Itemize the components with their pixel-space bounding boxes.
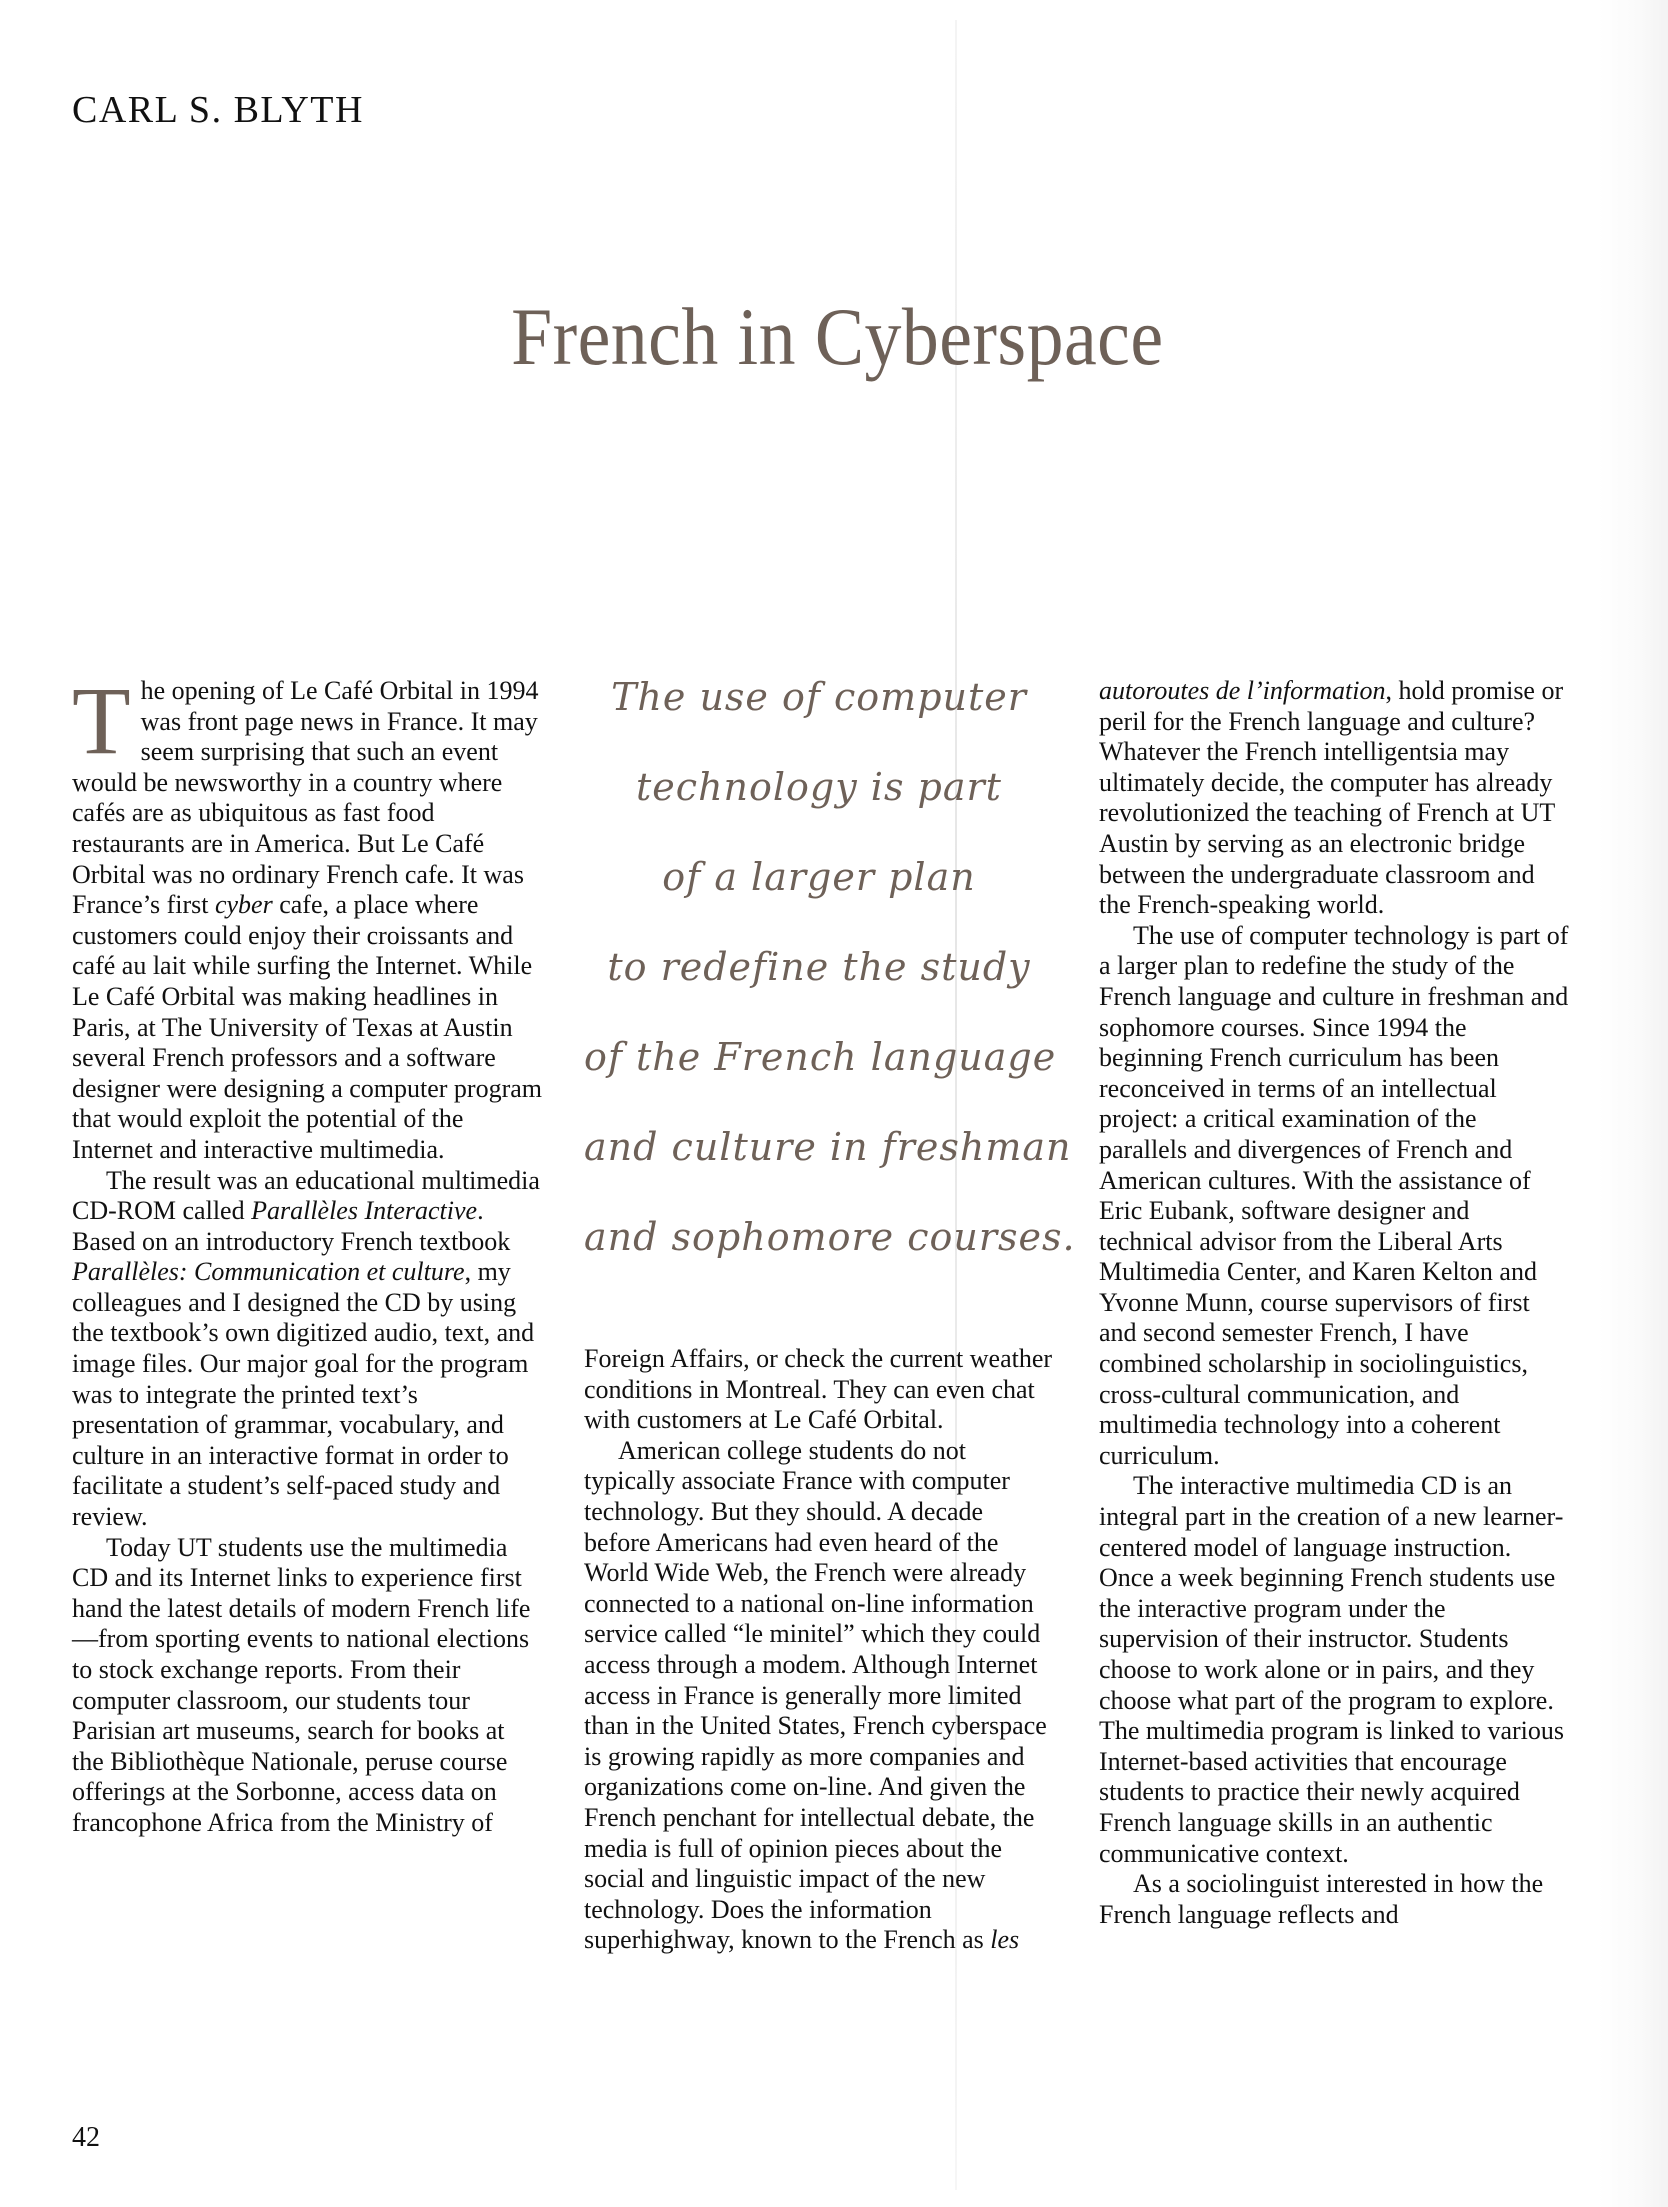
page-number: 42 [72, 2122, 100, 2153]
drop-cap: T [72, 667, 131, 774]
author-byline: CARL S. BLYTH [72, 89, 364, 131]
pull-quote-line: of the French language [584, 1035, 1057, 1079]
text-column-1 [72, 667, 543, 1839]
paragraph-text: , hold promise or peril for the French language and culture? Whatever the French intelligentsia may ultimately decide, the computer has already revolutionized the teaching of French at UT Austin by serving as an electronic bridge between the undergraduate classroom and the French-speaking world. [1099, 676, 1564, 920]
paragraph-7: The use of computer technology is part of a larger plan to redefine the study of the French language and culture in freshman and sophomore courses. Since 1994 the beginning French curriculum has been reconceived in terms of an intellectual project: a critical examination of the parallels and divergences of French and American cultures. With the assistance of Eric Eubank, software designer and technical advisor from the Liberal Arts Multimedia Center, and Karen Kelton and Yvonne Munn, course supervisors of first and second semester French, I have combined scholarship in sociolinguistics, cross-cultural communication, and multimedia technology into a coherent curriculum. [1099, 920, 1569, 1470]
emphasis-text: Parallèles: Communication et culture [72, 1257, 465, 1287]
paragraph-text: , my colleagues and I designed the CD by using the textbook’s own digitized audio, text, and image files. Our major goal for the program was to integrate the printed text’s presentation of grammar, vocabulary, and culture in an interactive format in order to facilitate a student’s self-paced study and review. [72, 1257, 535, 1532]
paragraph-4: Foreign Affairs, or check the current weather conditions in Montreal. They can even chat with customers at Le Café Orbital. [584, 1344, 1053, 1435]
paragraph-3: Today UT students use the multimedia CD and its Internet links to experience first hand the latest details of modern French life—from sporting events to national elections to stock exchange reports. From their computer classroom, our students tour Parisian art museums, search for books at the Bibliothèque Nationale, peruse course offerings at the Sorbonne, access data on francophone Africa from the Ministry of [72, 1532, 531, 1837]
pull-quote-line: and sophomore courses. [584, 1215, 1076, 1259]
paragraph-text: cafe, a place where customers could enjoy their croissants and café au lait while surfing the Internet. While Le Café Orbital was making headlines in Paris, at The University of Texas at Austin several French professors and a software designer were designing a computer program that would exploit the potential of the Internet and interactive multimedia. [72, 890, 543, 1164]
paragraph-6 [1099, 676, 1569, 921]
paragraph-9: As a sociolinguist interested in how the French language reflects and [1099, 1869, 1544, 1929]
emphasis-text: cyber [214, 890, 273, 920]
article-title: French in Cyberspace [511, 291, 1164, 382]
paragraph-2 [72, 1166, 542, 1533]
pull-quote [584, 652, 1076, 1282]
emphasis-text: les [990, 1925, 1020, 1955]
paragraph-text: . Based on an introductory French textbook [72, 1196, 511, 1256]
text-column-2 [584, 1344, 1054, 1956]
paragraph-text: The result was an educational multimedia CD-ROM called [72, 1165, 540, 1226]
emphasis-text: autoroutes de l’information [1099, 676, 1386, 705]
pull-quote-line: and culture in freshman [584, 1125, 1072, 1169]
paragraph-text: American college students do not typically associate France with computer technology. But they should. A decade before Americans had even heard of the World Wide Web, the French were already connected to a national on-line information service called “le minitel” which they could access through a modem. Although Internet access in France is generally more limited than in the United States, French cyberspace is growing rapidly as more companies and organizations come on-line. And given the French penchant for intellectual debate, the media is full of opinion pieces about the social and linguistic impact of the new technology. Does the information superhighway, known to the French as [584, 1435, 1047, 1955]
paragraph-1 [72, 667, 543, 1166]
pull-quote-line: of a larger plan [662, 855, 976, 899]
paragraph-8: The interactive multimedia CD is an integral part in the creation of a new learner-centered model of language instruction. Once a week beginning French students use the interactive program under the supervision of their instructor. Students choose to work alone or in pairs, and they choose what part of the program to explore. The multimedia program is linked to various Internet-based activities that encourage students to practice their newly acquired French language skills in an authentic communicative context. [1099, 1471, 1565, 1868]
paragraph-text: he opening of Le Café Orbital in 1994 was front page news in France. It may seem surprising that such an event would be newsworthy in a country where cafés are as ubiquitous as fast food restaurants are in America. But Le Café Orbital was no ordinary French cafe. It was France’s first [72, 676, 539, 920]
text-column-3 [1099, 676, 1569, 1930]
pull-quote-line: to redefine the study [607, 945, 1031, 989]
pull-quote-line: The use of computer [611, 675, 1027, 719]
emphasis-text: Parallèles Interactive [251, 1196, 478, 1226]
paragraph-5 [584, 1436, 1054, 1956]
page-edge-shadow [1598, 0, 1668, 2207]
pull-quote-line: technology is part [636, 765, 1002, 809]
